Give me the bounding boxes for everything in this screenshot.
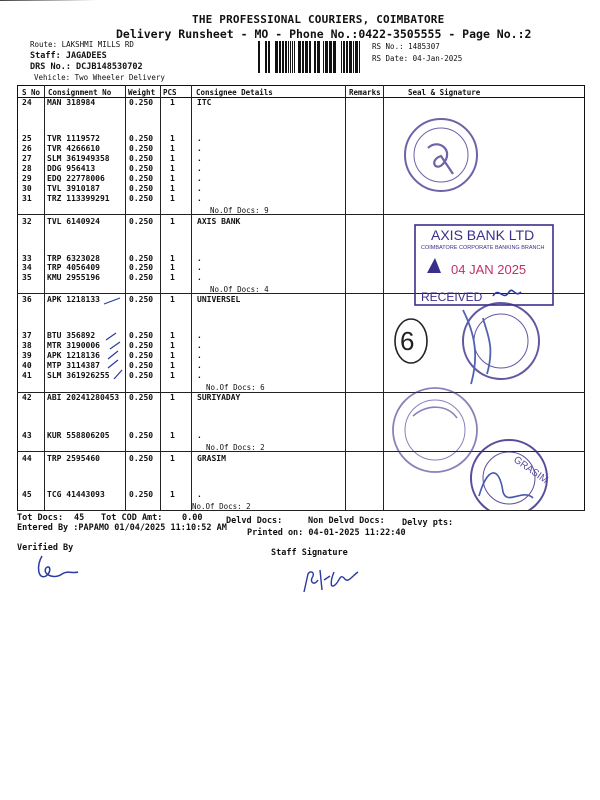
barcode-bar <box>282 41 284 73</box>
barcode-bar <box>359 41 360 73</box>
row-consignment-no: SLM 361926255 <box>47 371 110 380</box>
col-consignment: Consignment No <box>48 88 112 97</box>
col-remarks: Remarks <box>349 88 381 97</box>
route-text: Route: LAKSHMI MILLS RD <box>30 40 134 49</box>
row-consignee: . <box>197 184 202 193</box>
doc-count: No.Of Docs: 6 <box>206 383 265 392</box>
row-consignee: . <box>197 174 202 183</box>
vline-wt <box>160 85 161 511</box>
doc-count: No.Of Docs: 2 <box>192 502 251 511</box>
row-sno: 30 <box>22 184 32 193</box>
row-weight: 0.250 <box>129 154 154 163</box>
row-consignment-no: SLM 361949358 <box>47 154 110 163</box>
row-weight: 0.250 <box>129 98 154 107</box>
barcode-bar <box>265 41 267 73</box>
row-consignment-no: MTP 3114387 <box>47 361 100 370</box>
grasim-stamp-text: GRASIM <box>511 454 550 487</box>
staff-signature-label: Staff Signature <box>271 548 348 558</box>
row-weight: 0.250 <box>129 331 154 340</box>
barcode-bar <box>329 41 332 73</box>
barcode-bar <box>288 41 289 73</box>
verified-by-label: Verified By <box>17 543 74 553</box>
col-seal: Seal & Signature <box>408 88 481 97</box>
row-sno: 37 <box>22 331 32 340</box>
row-sno: 39 <box>22 351 32 360</box>
row-sno: 40 <box>22 361 32 370</box>
row-pcs: 1 <box>170 454 175 463</box>
row-weight: 0.250 <box>129 490 154 499</box>
scan-edge-line <box>0 0 600 1</box>
row-sno: 41 <box>22 371 32 380</box>
row-consignee: . <box>197 490 202 499</box>
row-consignee: . <box>197 431 202 440</box>
barcode <box>258 41 360 73</box>
doc-count: No.Of Docs: 2 <box>206 443 265 452</box>
row-consignment-no: TRP 6323028 <box>47 254 100 263</box>
row-sno: 45 <box>22 490 32 499</box>
row-sno: 31 <box>22 194 32 203</box>
barcode-bar <box>298 41 301 73</box>
universel-round-stamp <box>463 303 539 384</box>
row-consignment-no: TCG 41443093 <box>47 490 105 499</box>
vehicle-text: Vehicle: Two Wheeler Delivery <box>34 73 165 82</box>
itc-round-stamp <box>405 119 477 191</box>
row-consignee: . <box>197 341 202 350</box>
staff-signature <box>300 562 362 600</box>
row-consignment-no: TVR 1119572 <box>47 134 100 143</box>
barcode-bar <box>353 41 354 73</box>
row-weight: 0.250 <box>129 263 154 272</box>
staff-text: Staff: JAGADEES <box>30 51 107 61</box>
table-left-border <box>17 85 18 511</box>
row-consignee: . <box>197 273 202 282</box>
row-consignment-no: TRZ 113399291 <box>47 194 110 203</box>
row-pcs: 1 <box>170 351 175 360</box>
row-sno: 26 <box>22 144 32 153</box>
row-weight: 0.250 <box>129 351 154 360</box>
entered-by: Entered By :PAPAMO 01/04/2025 11:10:52 AM <box>17 523 227 533</box>
table-bottom-rule <box>17 510 585 511</box>
row-consignment-no: TVR 4266610 <box>47 144 100 153</box>
pen-ticks <box>100 296 140 386</box>
row-consignee: UNIVERSEL <box>197 295 241 304</box>
row-consignee: SURIYADAY <box>197 393 241 402</box>
row-consignee: . <box>197 154 202 163</box>
vline-consignee <box>345 85 346 511</box>
row-pcs: 1 <box>170 217 175 226</box>
row-pcs: 1 <box>170 263 175 272</box>
verifier-signature <box>32 552 82 586</box>
doc-count: No.Of Docs: 9 <box>210 206 269 215</box>
row-weight: 0.250 <box>129 164 154 173</box>
row-consignment-no: TRP 4056409 <box>47 263 100 272</box>
row-consignee: AXIS BANK <box>197 217 241 226</box>
col-weight: Weight <box>128 88 156 97</box>
row-weight: 0.250 <box>129 174 154 183</box>
axis-stamp-received: RECEIVED <box>421 290 483 304</box>
barcode-bar <box>317 41 320 73</box>
row-pcs: 1 <box>170 144 175 153</box>
barcode-bar <box>343 41 345 73</box>
row-weight: 0.250 <box>129 184 154 193</box>
row-weight: 0.250 <box>129 371 154 380</box>
row-pcs: 1 <box>170 295 175 304</box>
axis-stamp-date: 04 JAN 2025 <box>451 262 527 277</box>
row-sno: 32 <box>22 217 32 226</box>
circled-number: 6 <box>400 326 415 356</box>
row-sno: 42 <box>22 393 32 402</box>
row-sno: 25 <box>22 134 32 143</box>
col-pcs: PCS <box>163 88 177 97</box>
row-pcs: 1 <box>170 164 175 173</box>
row-pcs: 1 <box>170 490 175 499</box>
rs-date: RS Date: 04-Jan-2025 <box>372 54 463 63</box>
row-consignee: . <box>197 254 202 263</box>
barcode-bar <box>285 41 287 73</box>
row-weight: 0.250 <box>129 431 154 440</box>
row-weight: 0.250 <box>129 217 154 226</box>
barcode-bar <box>290 41 291 73</box>
axis-stamp-branch: COIMBATORE CORPORATE BANKING BRANCH <box>421 245 545 251</box>
row-pcs: 1 <box>170 134 175 143</box>
axis-bank-stamp <box>415 225 553 305</box>
barcode-bar <box>333 41 336 73</box>
row-pcs: 1 <box>170 393 175 402</box>
row-sno: 27 <box>22 154 32 163</box>
row-sno: 29 <box>22 174 32 183</box>
barcode-bar <box>346 41 348 73</box>
barcode-bar <box>323 41 324 73</box>
row-weight: 0.250 <box>129 194 154 203</box>
row-pcs: 1 <box>170 361 175 370</box>
row-sno: 33 <box>22 254 32 263</box>
row-sno: 44 <box>22 454 32 463</box>
seal-stamps <box>383 98 583 510</box>
row-sno: 43 <box>22 431 32 440</box>
row-consignment-no: KUR 558806205 <box>47 431 110 440</box>
barcode-bar <box>325 41 328 73</box>
row-weight: 0.250 <box>129 273 154 282</box>
barcode-bar <box>268 41 270 73</box>
row-consignment-no: DDG 956413 <box>47 164 96 173</box>
row-pcs: 1 <box>170 371 175 380</box>
row-consignee: . <box>197 144 202 153</box>
tot-cod-value: 0.00 <box>182 513 203 523</box>
barcode-bar <box>275 41 278 73</box>
barcode-bar <box>355 41 358 73</box>
barcode-bar <box>292 41 293 73</box>
doc-count: No.Of Docs: 4 <box>210 285 269 294</box>
barcode-bar <box>305 41 308 73</box>
barcode-bar <box>294 41 295 73</box>
vline-sno <box>44 85 45 511</box>
row-consignee: GRASIM <box>197 454 226 463</box>
barcode-bar <box>314 41 316 73</box>
row-weight: 0.250 <box>129 454 154 463</box>
row-consignment-no: TVL 6140924 <box>47 217 100 226</box>
row-pcs: 1 <box>170 174 175 183</box>
row-pcs: 1 <box>170 431 175 440</box>
row-consignment-no: APK 1218136 <box>47 351 100 360</box>
row-consignment-no: TRP 2595460 <box>47 454 100 463</box>
row-consignee: . <box>197 331 202 340</box>
row-consignee: . <box>197 263 202 272</box>
suriyaday-stamp <box>393 388 477 472</box>
col-sno: S No <box>22 88 41 97</box>
row-pcs: 1 <box>170 331 175 340</box>
row-consignee: . <box>197 164 202 173</box>
row-pcs: 1 <box>170 98 175 107</box>
table-top-rule <box>17 85 585 86</box>
row-pcs: 1 <box>170 273 175 282</box>
grasim-round-stamp <box>471 440 550 510</box>
row-consignment-no: MAN 318984 <box>47 98 96 107</box>
barcode-bar <box>309 41 311 73</box>
row-weight: 0.250 <box>129 361 154 370</box>
row-sno: 24 <box>22 98 32 107</box>
tot-docs-value: 45 <box>74 513 85 523</box>
row-consignee: . <box>197 371 202 380</box>
row-consignment-no: MTR 3190006 <box>47 341 100 350</box>
row-pcs: 1 <box>170 194 175 203</box>
row-pcs: 1 <box>170 154 175 163</box>
row-sno: 35 <box>22 273 32 282</box>
circled-number-mark <box>395 319 427 363</box>
row-consignment-no: BTU 356892 <box>47 331 96 340</box>
delvy-pts-label: Delvy pts: <box>402 518 454 528</box>
delvd-docs-label: Delvd Docs: <box>226 516 283 526</box>
row-pcs: 1 <box>170 254 175 263</box>
row-consignee: ITC <box>197 98 212 107</box>
row-consignment-no: APK 1218133 <box>47 295 100 304</box>
row-weight: 0.250 <box>129 144 154 153</box>
barcode-bar <box>279 41 281 73</box>
runsheet-title: Delivery Runsheet - MO - Phone No.:0422-3505555 - Page No.:2 <box>116 27 532 41</box>
row-weight: 0.250 <box>129 341 154 350</box>
row-consignment-no: TVL 3910187 <box>47 184 100 193</box>
printed-on: Printed on: 04-01-2025 11:22:40 <box>247 528 406 538</box>
table-right-border <box>584 85 585 511</box>
non-delvd-docs-label: Non Delvd Docs: <box>308 516 385 526</box>
col-consignee: Consignee Details <box>196 88 273 97</box>
company-title: THE PROFESSIONAL COURIERS, COIMBATORE <box>192 13 445 26</box>
axis-stamp-name: AXIS BANK LTD <box>431 227 535 243</box>
tot-docs-label: Tot Docs: <box>17 513 64 523</box>
row-consignment-no: ABI 20241280453 <box>47 393 120 402</box>
barcode-bar <box>341 41 342 73</box>
drs-text: DRS No.: DCJB148530702 <box>30 62 143 72</box>
barcode-bar <box>349 41 352 73</box>
row-pcs: 1 <box>170 341 175 350</box>
row-consignment-no: KMU 2955196 <box>47 273 100 282</box>
row-consignment-no: EDQ 22778006 <box>47 174 105 183</box>
row-sno: 28 <box>22 164 32 173</box>
row-sno: 34 <box>22 263 32 272</box>
row-weight: 0.250 <box>129 295 154 304</box>
barcode-bar <box>302 41 304 73</box>
tot-cod-label: Tot COD Amt: <box>101 513 163 523</box>
row-sno: 36 <box>22 295 32 304</box>
rs-number: RS No.: 1485307 <box>372 42 440 51</box>
row-pcs: 1 <box>170 184 175 193</box>
row-consignee: . <box>197 351 202 360</box>
row-consignee: . <box>197 134 202 143</box>
row-weight: 0.250 <box>129 134 154 143</box>
row-consignee: . <box>197 361 202 370</box>
row-consignee: . <box>197 194 202 203</box>
axis-logo-icon <box>427 258 441 273</box>
barcode-bar <box>258 41 260 73</box>
row-weight: 0.250 <box>129 393 154 402</box>
row-weight: 0.250 <box>129 254 154 263</box>
vline-pcs <box>191 85 192 511</box>
row-sno: 38 <box>22 341 32 350</box>
